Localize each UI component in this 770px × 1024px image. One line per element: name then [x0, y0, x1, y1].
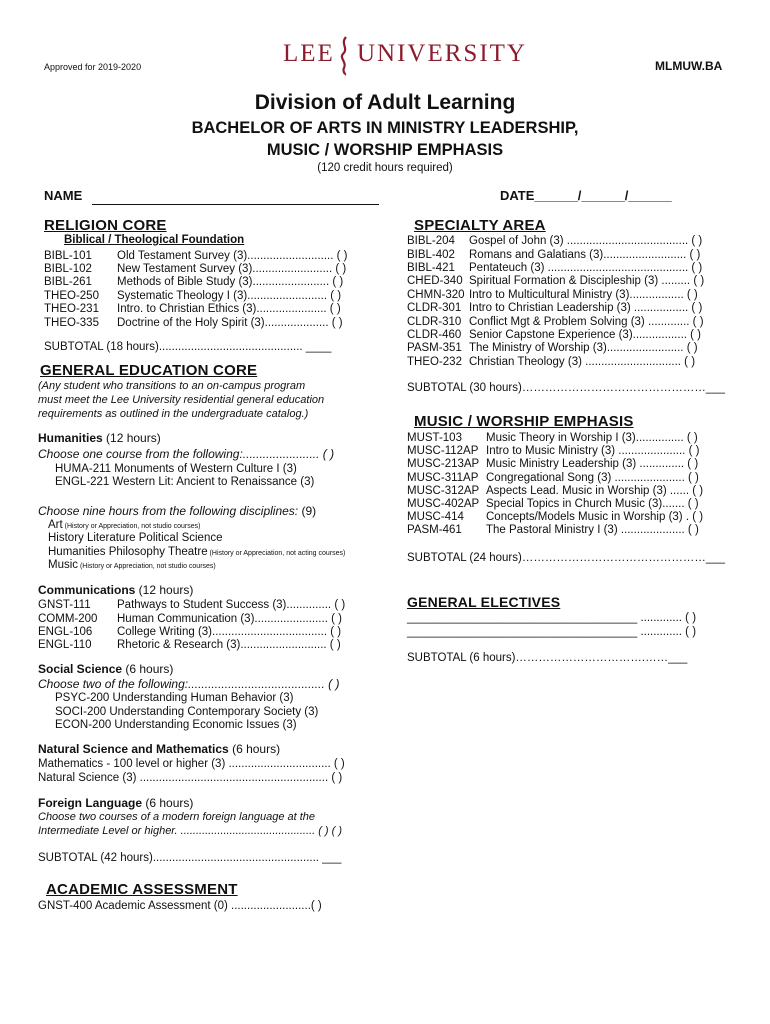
religion-course-row[interactable]: BIBL-101 Old Testament Survey (3)........................... ( ) [44, 250, 348, 262]
flame-logo-icon [337, 36, 353, 76]
comm-course-row[interactable]: ENGL-106 College Writing (3).................................... ( ) [38, 626, 342, 638]
social-course: ECON-200 Understanding Economic Issues (3) [55, 719, 297, 731]
name-label: NAME [44, 188, 83, 203]
specialty-course-row[interactable]: CLDR-301 Intro to Christian Leadership (3) ................. ( ) [407, 302, 703, 314]
social-science-heading: Social Science (6 hours) [38, 662, 174, 676]
religion-course-row[interactable]: THEO-250 Systematic Theology I (3)......................... ( ) [44, 290, 342, 302]
comm-course-row[interactable]: ENGL-110 Rhetoric & Research (3)........................... ( ) [38, 639, 341, 651]
music-course-row[interactable]: MUST-103 Music Theory in Worship I (3)............... ( ) [407, 432, 698, 444]
discipline-row: History Literature Political Science [48, 532, 223, 544]
specialty-course-row[interactable]: BIBL-402 Romans and Galatians (3).......................... ( ) [407, 249, 701, 261]
biblical-foundation-heading: Biblical / Theological Foundation [64, 234, 245, 246]
music-course-row[interactable]: MUSC-312AP Aspects Lead. Music in Worship (3) ...... ( ) [407, 485, 704, 497]
math-course-line[interactable]: Mathematics - 100 level or higher (3) ................................ ( ) [38, 758, 345, 770]
emphasis-title: MUSIC / WORSHIP EMPHASIS [266, 141, 504, 159]
specialty-area-heading: SPECIALTY AREA [414, 217, 546, 234]
humanities-course: HUMA-211 Monuments of Western Culture I (3) [55, 463, 297, 475]
humanities-heading: Humanities (12 hours) [38, 431, 161, 445]
comm-course-row[interactable]: COMM-200 Human Communication (3)....................... ( ) [38, 613, 342, 625]
credit-requirement: (120 credit hours required) [317, 162, 453, 174]
choose-nine-line: Choose nine hours from the following disciplines: (9) [38, 504, 317, 518]
music-course-row[interactable]: MUSC-112AP Intro to Music Ministry (3) ..................... ( ) [407, 445, 700, 457]
communications-heading: Communications (12 hours) [38, 583, 194, 597]
electives-subtotal[interactable]: SUBTOTAL (6 hours)…………………………….……___ [407, 652, 688, 664]
specialty-course-row[interactable]: THEO-232 Christian Theology (3) .............................. ( ) [407, 356, 696, 368]
discipline-row: Humanities Philosophy Theatre (History or Appreciation, not acting courses) [48, 546, 346, 558]
academic-assessment-line[interactable]: GNST-400 Academic Assessment (0) .........................( ) [38, 900, 322, 912]
natural-science-heading: Natural Science and Mathematics (6 hours) [38, 742, 281, 756]
religion-course-row[interactable]: THEO-335 Doctrine of the Holy Spirit (3).................... ( ) [44, 317, 343, 329]
gen-ed-subtotal[interactable]: SUBTOTAL (42 hours).................................................... ___ [38, 852, 342, 864]
religion-course-row[interactable]: BIBL-102 New Testament Survey (3)......................... ( ) [44, 263, 347, 275]
music-course-row[interactable]: MUSC-311AP Congregational Song (3) ...................... ( ) [407, 472, 699, 484]
religion-subtotal[interactable]: SUBTOTAL (18 hours)............................................. ____ [44, 341, 332, 353]
academic-assessment-heading: ACADEMIC ASSESSMENT [46, 881, 238, 898]
specialty-course-row[interactable]: PASM-351 The Ministry of Worship (3)........................ ( ) [407, 342, 698, 354]
specialty-course-row[interactable]: CLDR-310 Conflict Mgt & Problem Solving (3) ............. ( ) [407, 316, 704, 328]
specialty-subtotal[interactable]: SUBTOTAL (30 hours)…………………………………………___ [407, 382, 726, 394]
discipline-music: Music (History or Appreciation, not studio courses) [48, 559, 216, 571]
humanities-course: ENGL-221 Western Lit: Ancient to Renaissance (3) [55, 476, 315, 488]
foreign-language-heading: Foreign Language (6 hours) [38, 796, 194, 810]
music-course-row[interactable]: MUSC-414 Concepts/Models Music in Worship (3) . ( ) [407, 511, 704, 523]
natural-science-course-line[interactable]: Natural Science (3) ........................................................... ( ) [38, 772, 343, 784]
degree-title: BACHELOR OF ARTS IN MINISTRY LEADERSHIP, [191, 119, 579, 137]
music-worship-heading: MUSIC / WORSHIP EMPHASIS [414, 413, 634, 430]
comm-course-row[interactable]: GNST-111 Pathways to Student Success (3).............. ( ) [38, 599, 346, 611]
elective-line[interactable]: ____________________________________ ............. ( ) [407, 626, 697, 638]
music-course-row[interactable]: MUSC-213AP Music Ministry Leadership (3) .............. ( ) [407, 458, 699, 470]
gen-ed-note-line: requirements as outlined in the undergraduate catalog.) [38, 408, 309, 420]
music-subtotal[interactable]: SUBTOTAL (24 hours)…………………………………………___ [407, 552, 726, 564]
religion-course-row[interactable]: BIBL-261 Methods of Bible Study (3)........................ ( ) [44, 276, 344, 288]
social-course: PSYC-200 Understanding Human Behavior (3) [55, 692, 294, 704]
specialty-course-row[interactable]: BIBL-204 Gospel of John (3) ...................................... ( ) [407, 235, 703, 247]
program-code: MLMUW.BA [655, 59, 723, 73]
date-field[interactable]: DATE______/______/______ [500, 188, 672, 203]
social-choose-two[interactable]: Choose two of the following:......................................... ( ) [38, 677, 340, 691]
specialty-course-row[interactable]: CHED-340 Spiritual Formation & Discipleship (3) ......... ( ) [407, 275, 705, 287]
specialty-course-row[interactable]: BIBL-421 Pentateuch (3) ............................................ ( ) [407, 262, 703, 274]
page-title: Division of Adult Learning [254, 91, 516, 114]
specialty-course-row[interactable]: CLDR-460 Senior Capstone Experience (3)................. ( ) [407, 329, 702, 341]
specialty-course-row[interactable]: CHMN-320 Intro to Multicultural Ministry (3)................. ( ) [407, 289, 698, 301]
name-field[interactable] [92, 204, 379, 205]
humanities-choose-one[interactable]: Choose one course from the following:....................... ( ) [38, 447, 335, 461]
gen-ed-heading: GENERAL EDUCATION CORE [40, 362, 258, 379]
general-electives-heading: GENERAL ELECTIVES [407, 594, 561, 610]
gen-ed-note-line: must meet the Lee University residential general education [38, 394, 325, 406]
lee-university-logo: LEE UNIVERSITY [277, 34, 497, 78]
religion-course-row[interactable]: THEO-231 Intro. to Christian Ethics (3)...................... ( ) [44, 303, 341, 315]
foreign-language-checks[interactable]: Intermediate Level or higher. ............................................ ( ) ( ) [38, 825, 343, 837]
approval-note: Approved for 2019-2020 [44, 62, 142, 72]
religion-core-heading: RELIGION CORE [44, 217, 167, 234]
foreign-language-note: Choose two courses of a modern foreign language at the [38, 811, 316, 823]
elective-line[interactable]: ____________________________________ ............. ( ) [407, 612, 697, 624]
music-course-row[interactable]: PASM-461 The Pastoral Ministry I (3) .................... ( ) [407, 524, 699, 536]
discipline-art: Art (History or Appreciation, not studio courses) [48, 519, 201, 531]
music-course-row[interactable]: MUSC-402AP Special Topics in Church Music (3)....... ( ) [407, 498, 699, 510]
social-course: SOCI-200 Understanding Contemporary Society (3) [55, 706, 319, 718]
gen-ed-note-line: (Any student who transitions to an on-campus program [38, 380, 306, 392]
